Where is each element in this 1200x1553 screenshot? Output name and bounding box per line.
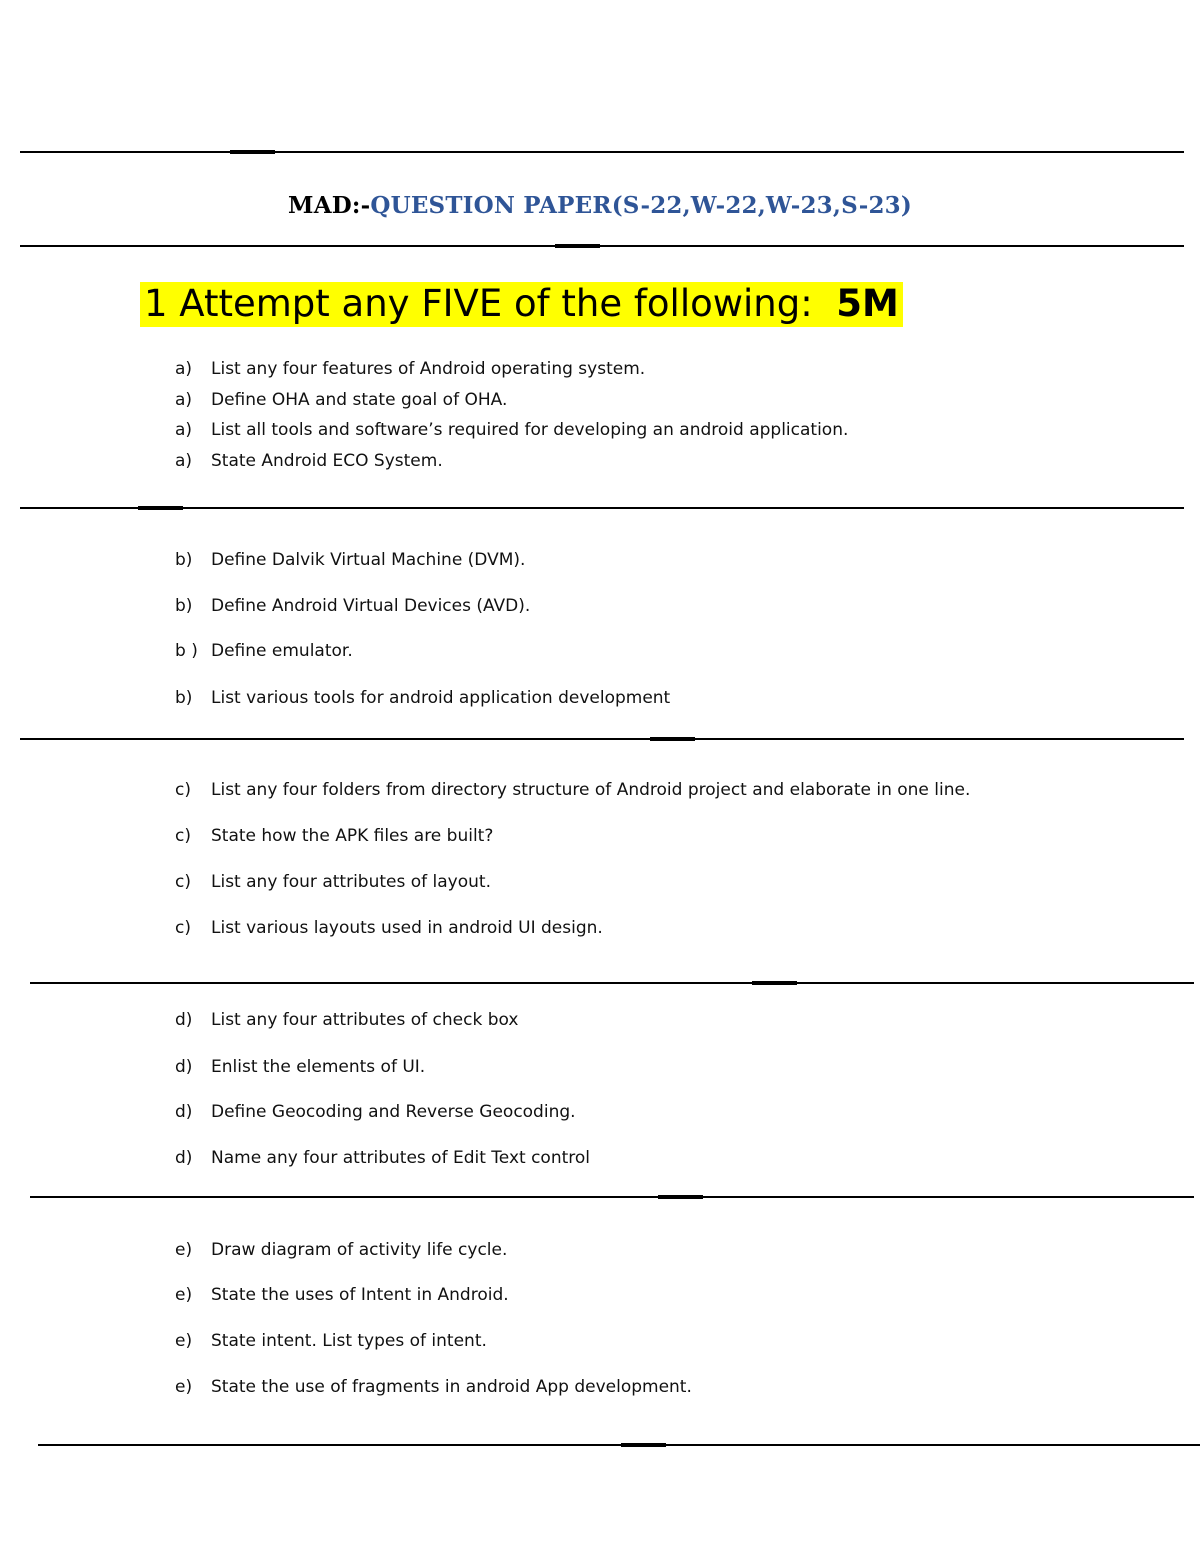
question-text: List any four folders from directory structure of Android project and elaborate in one line.: [211, 780, 971, 800]
question-item: [175, 1330, 487, 1352]
section-heading: [140, 278, 903, 330]
question-item: [175, 419, 848, 441]
question-label: b): [175, 596, 193, 616]
question-text: List all tools and software’s required for developing an android application.: [211, 420, 849, 440]
question-text: State Android ECO System.: [211, 451, 443, 471]
question-item: [175, 1376, 692, 1398]
question-label: d): [175, 1010, 193, 1030]
question-text: State the uses of Intent in Android.: [211, 1285, 509, 1305]
question-item: [175, 450, 443, 472]
divider-top: [20, 151, 1184, 153]
question-item: [175, 1101, 576, 1123]
question-label: b): [175, 688, 193, 708]
question-label: a): [175, 451, 193, 471]
question-item: [175, 640, 353, 662]
question-text: List any four features of Android operating system.: [211, 359, 646, 379]
divider-under-title: [20, 245, 1184, 247]
question-item: [175, 687, 670, 709]
question-label: a): [175, 390, 193, 410]
question-item: [175, 871, 491, 893]
question-item: [175, 779, 970, 801]
divider-after-b: [20, 738, 1184, 740]
question-text: List any four attributes of check box: [211, 1010, 519, 1030]
question-label: d): [175, 1102, 193, 1122]
question-label: b ): [175, 641, 198, 661]
divider-after-a: [20, 507, 1184, 509]
question-text: Define OHA and state goal of OHA.: [211, 390, 508, 410]
title-subject: MAD:-: [288, 192, 371, 219]
question-label: a): [175, 420, 193, 440]
question-label: e): [175, 1377, 193, 1397]
question-text: Draw diagram of activity life cycle.: [211, 1240, 508, 1260]
question-item: [175, 358, 645, 380]
question-text: Define Android Virtual Devices (AVD).: [211, 596, 531, 616]
question-item: [175, 389, 507, 411]
question-item: [175, 1284, 509, 1306]
divider-after-c: [30, 982, 1194, 984]
question-label: e): [175, 1240, 193, 1260]
question-text: List various tools for android application development: [211, 688, 671, 708]
question-label: c): [175, 780, 191, 800]
question-label: a): [175, 359, 193, 379]
question-label: b): [175, 550, 193, 570]
question-label: e): [175, 1331, 193, 1351]
question-label: d): [175, 1057, 193, 1077]
question-item: [175, 1056, 425, 1078]
question-item: [175, 825, 493, 847]
question-label: e): [175, 1285, 193, 1305]
question-text: State intent. List types of intent.: [211, 1331, 487, 1351]
section-marks: 5M: [836, 282, 899, 325]
question-text: Define Geocoding and Reverse Geocoding.: [211, 1102, 576, 1122]
question-text: Name any four attributes of Edit Text control: [211, 1148, 591, 1168]
section-heading-text: 1 Attempt any FIVE of the following:: [144, 282, 813, 325]
question-label: c): [175, 826, 191, 846]
question-text: List any four attributes of layout.: [211, 872, 491, 892]
divider-bottom: [38, 1444, 1200, 1446]
page-title: [0, 192, 1200, 219]
question-label: c): [175, 872, 191, 892]
question-text: Enlist the elements of UI.: [211, 1057, 426, 1077]
question-item: [175, 1009, 518, 1031]
question-label: d): [175, 1148, 193, 1168]
question-item: [175, 549, 525, 571]
title-exams: QUESTION PAPER(S-22,W-22,W-23,S-23): [370, 192, 912, 219]
question-item: [175, 1147, 590, 1169]
question-text: Define Dalvik Virtual Machine (DVM).: [211, 550, 526, 570]
question-item: [175, 595, 530, 617]
question-text: State how the APK files are built?: [211, 826, 494, 846]
question-item: [175, 917, 603, 939]
divider-after-d: [30, 1196, 1194, 1198]
question-label: c): [175, 918, 191, 938]
question-text: List various layouts used in android UI design.: [211, 918, 603, 938]
question-text: Define emulator.: [211, 641, 353, 661]
question-text: State the use of fragments in android App development.: [211, 1377, 692, 1397]
question-item: [175, 1239, 507, 1261]
